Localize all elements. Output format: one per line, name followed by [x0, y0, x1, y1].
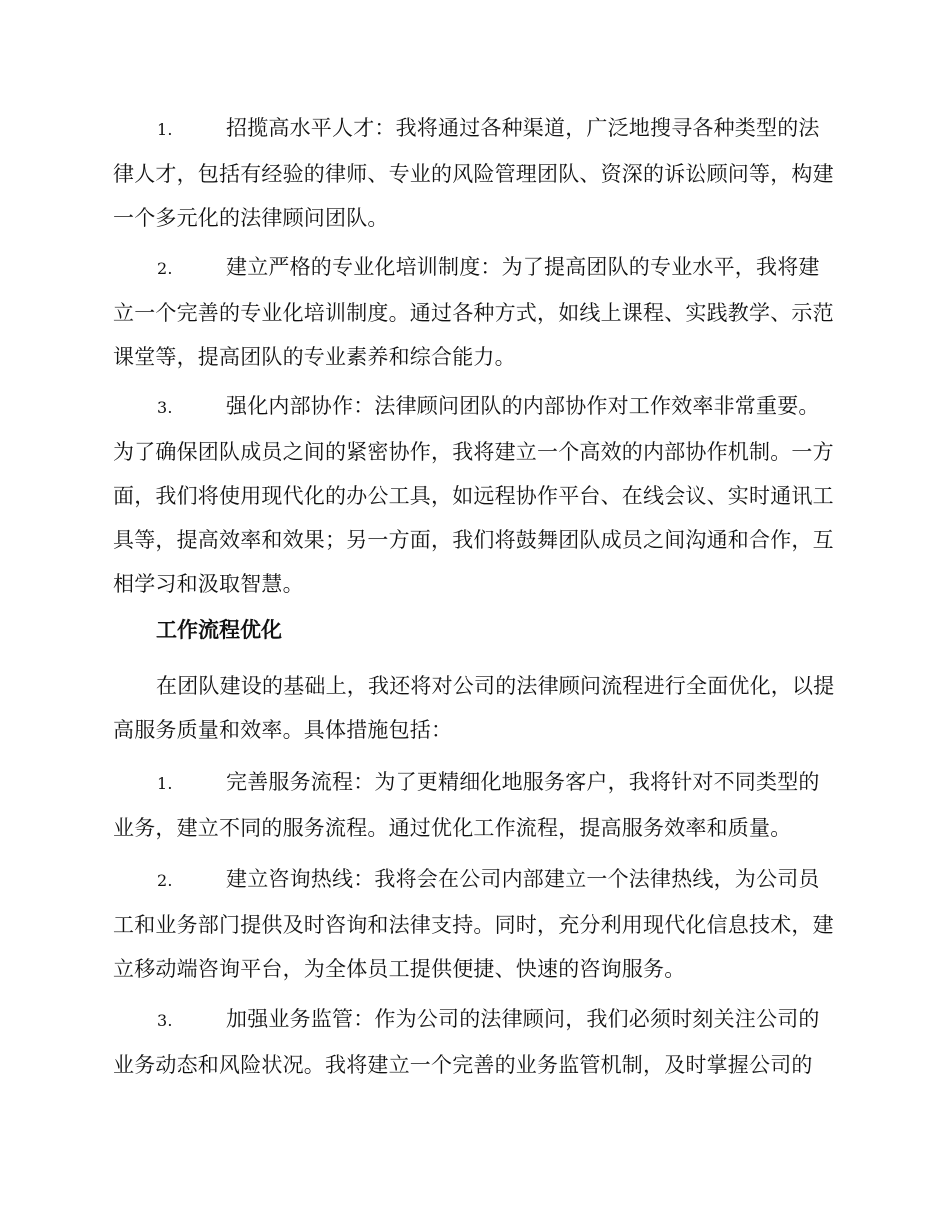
list-text: 建立严格的专业化培训制度：为了提高团队的专业水平，我将建立一个完善的专业化培训制度。通过各种方式，如线上课程、实践教学、示范课堂等，提高团队的专业素养和综合能力。 — [113, 255, 834, 369]
list-number: 3. — [157, 1011, 173, 1030]
list-text: 建立咨询热线：我将会在公司内部建立一个法律热线，为公司员工和业务部门提供及时咨询和法律支持。同时，充分利用现代化信息技术，建立移动端咨询平台，为全体员工提供便捷、快速的咨询服务。 — [113, 867, 834, 981]
list-item — [113, 857, 840, 991]
section-heading: 工作流程优化 — [156, 618, 282, 642]
list-item — [113, 384, 840, 606]
list-number: 1. — [157, 774, 173, 793]
list-item — [113, 106, 840, 240]
list-text: 招揽高水平人才：我将通过各种渠道，广泛地搜寻各种类型的法律人才，包括有经验的律师、专业的风险管理团队、资深的诉讼顾问等，构建一个多元化的法律顾问团队。 — [113, 116, 834, 230]
list-text: 完善服务流程：为了更精细化地服务客户，我将针对不同类型的业务，建立不同的服务流程。通过优化工作流程，提高服务效率和质量。 — [113, 770, 820, 840]
list-item — [113, 760, 840, 850]
list-number: 1. — [157, 120, 173, 139]
list-number: 3. — [157, 398, 173, 417]
list-item — [113, 245, 840, 379]
list-number: 2. — [157, 259, 173, 278]
list-item — [113, 997, 840, 1087]
section-intro: 在团队建设的基础上，我还将对公司的法律顾问流程进行全面优化，以提高服务质量和效率。具体措施包括： — [113, 674, 835, 742]
list-number: 2. — [157, 871, 173, 890]
list-text: 加强业务监管：作为公司的法律顾问，我们必须时刻关注公司的业务动态和风险状况。我将建立一个完善的业务监管机制，及时掌握公司的 — [113, 1007, 820, 1077]
list-text: 强化内部协作：法律顾问团队的内部协作对工作效率非常重要。为了确保团队成员之间的紧密协作，我将建立一个高效的内部协作机制。一方面，我们将使用现代化的办公工具，如远程协作平台、在线会议、实时通讯工具等，提高效率和效果；另一方面，我们将鼓舞团队成员之间沟通和合作，互相学习和汲取智慧。 — [113, 394, 834, 596]
